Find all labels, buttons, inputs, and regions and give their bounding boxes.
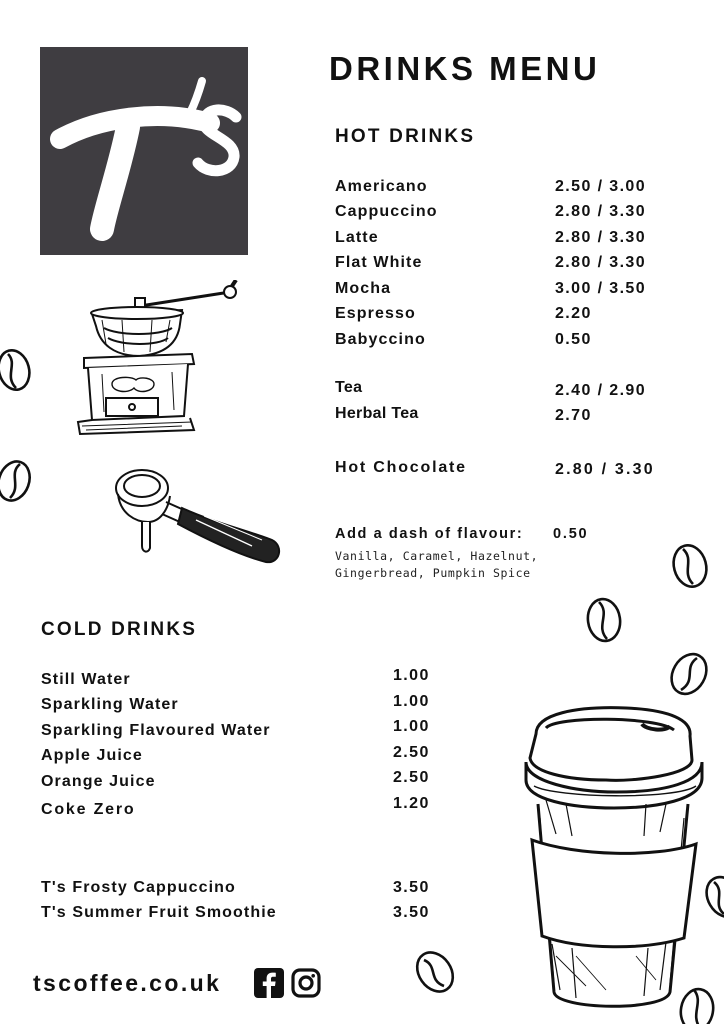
hot-item-name: Cappuccino [335,203,438,220]
takeaway-cup-illustration [516,700,706,1018]
hot-item-price: 2.20 [555,305,592,322]
hot-item-price: 2.50 / 3.00 [555,178,647,195]
tea-item-name: Herbal Tea [335,405,419,422]
hot-item-name: Latte [335,229,379,246]
special-item-name: T's Summer Fruit Smoothie [41,904,277,921]
brand-logo [40,47,248,255]
facebook-icon[interactable] [254,968,284,998]
coffee-bean-icon [669,540,711,592]
flavour-price: 0.50 [553,526,589,542]
hot-item-price: 0.50 [555,331,592,348]
coffee-bean-icon [704,872,724,922]
flavour-options-line1: Vanilla, Caramel, Hazelnut, [335,549,539,563]
coffee-bean-icon [676,984,718,1024]
hot-item-price: 2.80 / 3.30 [555,229,647,246]
hot-item-name: Babyccino [335,331,426,348]
cold-item-price: 1.00 [393,718,430,735]
menu-title: DRINKS MENU [329,50,601,87]
tea-item-price: 2.40 / 2.90 [555,382,647,399]
cold-item-name: Sparkling Flavoured Water [41,722,271,739]
hot-item-name: Mocha [335,280,392,297]
special-item-name: T's Frosty Cappuccino [41,879,236,896]
cold-item-name: Still Water [41,671,131,688]
cold-item-price: 1.00 [393,667,430,684]
hot-item-name: Espresso [335,305,416,322]
hot-item-name: Flat White [335,254,423,271]
special-item-price: 3.50 [393,904,430,921]
flavour-options-line2: Gingerbread, Pumpkin Spice [335,566,531,580]
instagram-icon[interactable] [291,968,321,998]
coffee-bean-icon [0,456,34,506]
flavour-label: Add a dash of flavour: [335,526,524,542]
coffee-bean-icon [412,946,458,998]
portafilter-illustration [112,466,284,574]
coffee-bean-icon [583,594,625,646]
coffee-bean-icon [667,648,711,700]
special-item-price: 3.50 [393,879,430,896]
cold-item-price: 2.50 [393,744,430,761]
hot-item-price: 2.80 / 3.30 [555,254,647,271]
cold-drinks-heading: COLD DRINKS [41,619,198,640]
hot-item-price: 2.80 / 3.30 [555,203,647,220]
logo-mark [40,47,248,255]
hot-drinks-heading: HOT DRINKS [335,126,476,147]
cold-item-name: Sparkling Water [41,696,179,713]
website-link[interactable]: tscoffee.co.uk [33,970,222,996]
hot-chocolate-price: 2.80 / 3.30 [555,461,655,478]
cold-item-name: Apple Juice [41,747,143,764]
cold-item-price: 1.00 [393,693,430,710]
cold-item-price: 1.20 [393,795,430,812]
cold-item-name: Orange Juice [41,773,156,790]
coffee-grinder-illustration [62,280,242,452]
tea-item-price: 2.70 [555,407,592,424]
hot-item-price: 3.00 / 3.50 [555,280,647,297]
tea-item-name: Tea [335,379,363,396]
coffee-bean-icon [0,346,34,394]
hot-item-name: Americano [335,178,428,195]
cold-item-name: Coke Zero [41,801,136,818]
hot-chocolate-name: Hot Chocolate [335,459,467,476]
cold-item-price: 2.50 [393,769,430,786]
